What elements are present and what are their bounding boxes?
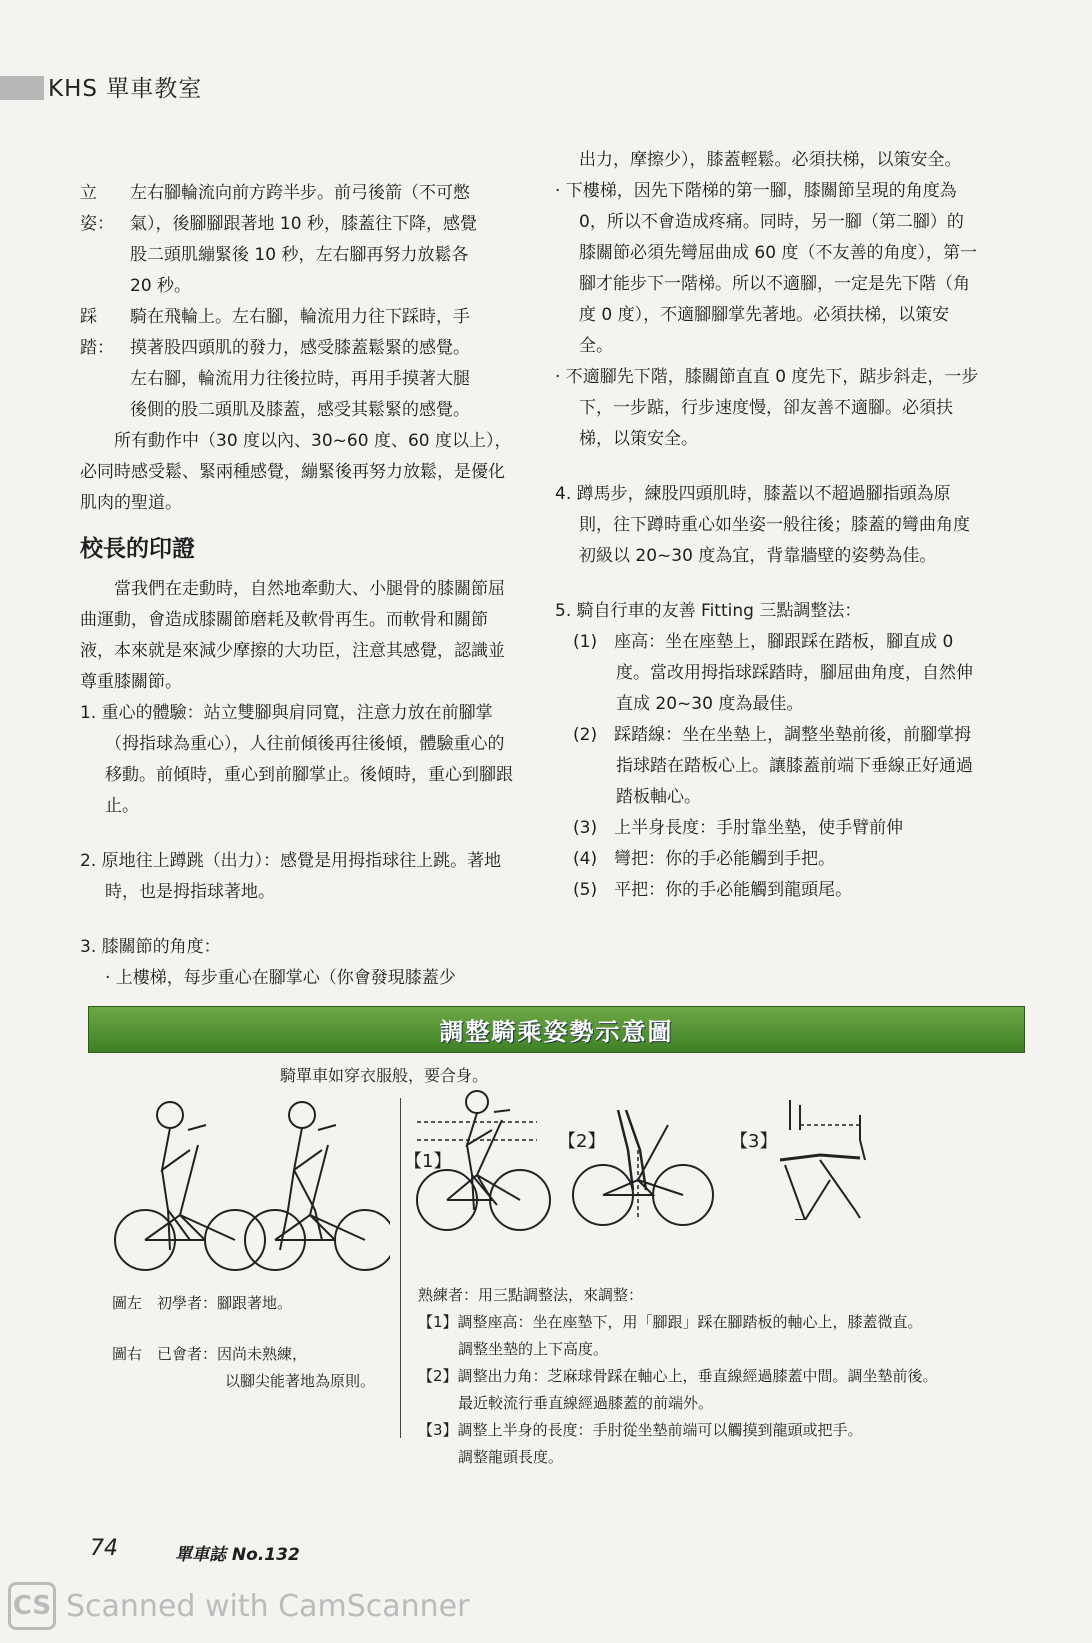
figure-banner-title: 調整騎乘姿勢示意圖	[439, 1017, 674, 1046]
stand-label: 立姿：	[80, 183, 114, 234]
pedal-label: 踩踏：	[80, 307, 114, 358]
figure-subtitle: 騎單車如穿衣服般，要合身。	[280, 1066, 489, 1085]
sub-item-3: (3) 上半身長度：手肘靠坐墊，使手臂前伸	[573, 818, 904, 838]
header-title: KHS 單車教室	[48, 76, 203, 102]
caption-left	[112, 1290, 375, 1395]
stand-line: 20 秒。	[130, 276, 192, 296]
pedal-line: 後側的股二頭肌及膝蓋，感受其鬆緊的感覺。	[130, 400, 470, 420]
tag-2: 【2】	[558, 1131, 606, 1152]
sub-item-4: (4) 彎把：你的手必能觸到手把。	[573, 849, 836, 869]
beginner-rider-illustration	[110, 1090, 390, 1280]
pedal-line: 摸著股四頭肌的發力，感受膝蓋鬆緊的感覺。	[130, 338, 470, 358]
item-3: 3. 膝關節的角度：	[80, 937, 221, 957]
caption-step-1-cont: 調整坐墊的上下高度。	[458, 1340, 609, 1358]
stand-block	[80, 178, 520, 302]
camscanner-logo-icon: CS	[8, 1582, 56, 1630]
figure-banner	[88, 1006, 1025, 1053]
pedal-line: 騎在飛輪上。左右腳，輪流用力往下踩時，手	[130, 307, 470, 327]
figure-divider	[400, 1098, 401, 1438]
caption-step-2: 【2】調整出力角：芝麻球骨踩在軸心上，垂直線經過膝蓋中間。調坐墊前後。	[418, 1367, 938, 1385]
sub-item-2: (2) 踩踏線：坐在坐墊上，調整坐墊前後，前腳掌拇指球踏在踏板心上。讓膝蓋前端下垂線正好通過踏板軸心。	[573, 725, 973, 807]
pedal-line: 左右腳，輪流用力往後拉時，再用手摸著大腿	[130, 369, 470, 389]
caption-step-1: 【1】調整座高：坐在座墊下，用「腳跟」踩在腳踏板的軸心上，膝蓋微直。	[418, 1313, 923, 1331]
caption-beginner: 圖左 初學者：腳跟著地。	[112, 1294, 293, 1312]
caption-learner: 圖右 已會者：因尚未熟練，	[112, 1345, 308, 1363]
item-2: 2. 原地往上蹲跳（出力）：感覺是用拇指球往上跳。著地時，也是拇指球著地。	[80, 851, 502, 902]
bullet-downstairs: · 下樓梯，因先下階梯的第一腳，膝關節呈現的角度為 0，所以不會造成疼痛。同時，另一腳（第二腳）的膝關節必須先彎屈曲成 60 度（不友善的角度），第一腳才能步下一階梯。所以不適腳，一定是先下階（角度 0 度），不適腳腳掌先著地。必須扶梯，以策安全。	[555, 181, 977, 356]
item-1: 1. 重心的體驗：站立雙腳與肩同寬，注意力放在前腳掌（拇指球為重心），人往前傾後再往後傾，體驗重心的移動。前傾時，重心到前腳掌止。後傾時，重心到腳跟止。	[80, 703, 513, 816]
caption-step-2-cont: 最近較流行垂直線經過膝蓋的前端外。	[458, 1394, 714, 1412]
right-column	[555, 145, 980, 906]
pedal-block	[80, 302, 520, 426]
stand-line: 左右腳輪流向前方跨半步。前弓後箭（不可憋	[130, 183, 470, 203]
header-bar	[0, 76, 44, 100]
page-number: 74	[90, 1536, 118, 1561]
section-paragraph: 當我們在走動時，自然地牽動大、小腿骨的膝關節屈曲運動，會造成膝關節磨耗及軟骨再生。而軟骨和關節液，本來就是來減少摩擦的大功臣，注意其感覺，認識並尊重膝關節。	[80, 579, 505, 692]
section-title: 校長的印證	[80, 535, 195, 562]
upper-body-illustration	[760, 1100, 890, 1220]
item-3-bullet: · 上樓梯，每步重心在腳掌心（你會發現膝蓋少	[105, 968, 456, 988]
magazine-issue: 單車誌 No.132	[175, 1545, 300, 1565]
item-5: 5. 騎自行車的友善 Fitting 三點調整法：	[555, 601, 862, 621]
scanner-watermark	[8, 1582, 469, 1630]
summary-paragraph: 所有動作中（30 度以內、30~60 度、60 度以上），必同時感受鬆、緊兩種感覺，繃緊後再努力放鬆，是優化肌肉的聖道。	[80, 431, 512, 513]
tag-3: 【3】	[730, 1131, 778, 1152]
item-4: 4. 蹲馬步，練股四頭肌時，膝蓋以不超過腳指頭為原則，往下蹲時重心如坐姿一般往後；膝蓋的彎曲角度初級以 20~30 度為宜，背靠牆壁的姿勢為佳。	[555, 484, 970, 566]
sub-item-1: (1) 座高：坐在座墊上，腳跟踩在踏板，腳直成 0 度。當改用拇指球踩踏時，腳屈曲角度，自然伸直成 20~30 度為最佳。	[573, 632, 973, 714]
stand-line: 氣），後腳腳跟著地 10 秒，膝蓋往下降，感覺	[130, 214, 477, 234]
caption-expert: 熟練者：用三點調整法，來調整：	[418, 1286, 644, 1304]
continued-text: 出力，摩擦少），膝蓋輕鬆。必須扶梯，以策安全。	[579, 150, 962, 170]
scanner-text: Scanned with CamScanner	[66, 1588, 470, 1624]
tag-1: 【1】	[404, 1151, 452, 1172]
bullet-bad-leg: · 不適腳先下階，膝關節直直 0 度先下，踮步斜走，一步下，一步踮，行步速度慢，卻友善不適腳。必須扶梯，以策安全。	[555, 367, 979, 449]
left-column	[80, 178, 520, 994]
sub-item-5: (5) 平把：你的手必能觸到龍頭尾。	[573, 880, 853, 900]
caption-learner-cont: 以腳尖能著地為原則。	[225, 1372, 376, 1390]
caption-step-3-cont: 調整龍頭長度。	[458, 1448, 564, 1466]
caption-step-3: 【3】調整上半身的長度：手肘從坐墊前端可以觸摸到龍頭或把手。	[418, 1421, 863, 1439]
stand-line: 股二頭肌繃緊後 10 秒，左右腳再努力放鬆各	[130, 245, 469, 265]
caption-right	[418, 1282, 1028, 1471]
